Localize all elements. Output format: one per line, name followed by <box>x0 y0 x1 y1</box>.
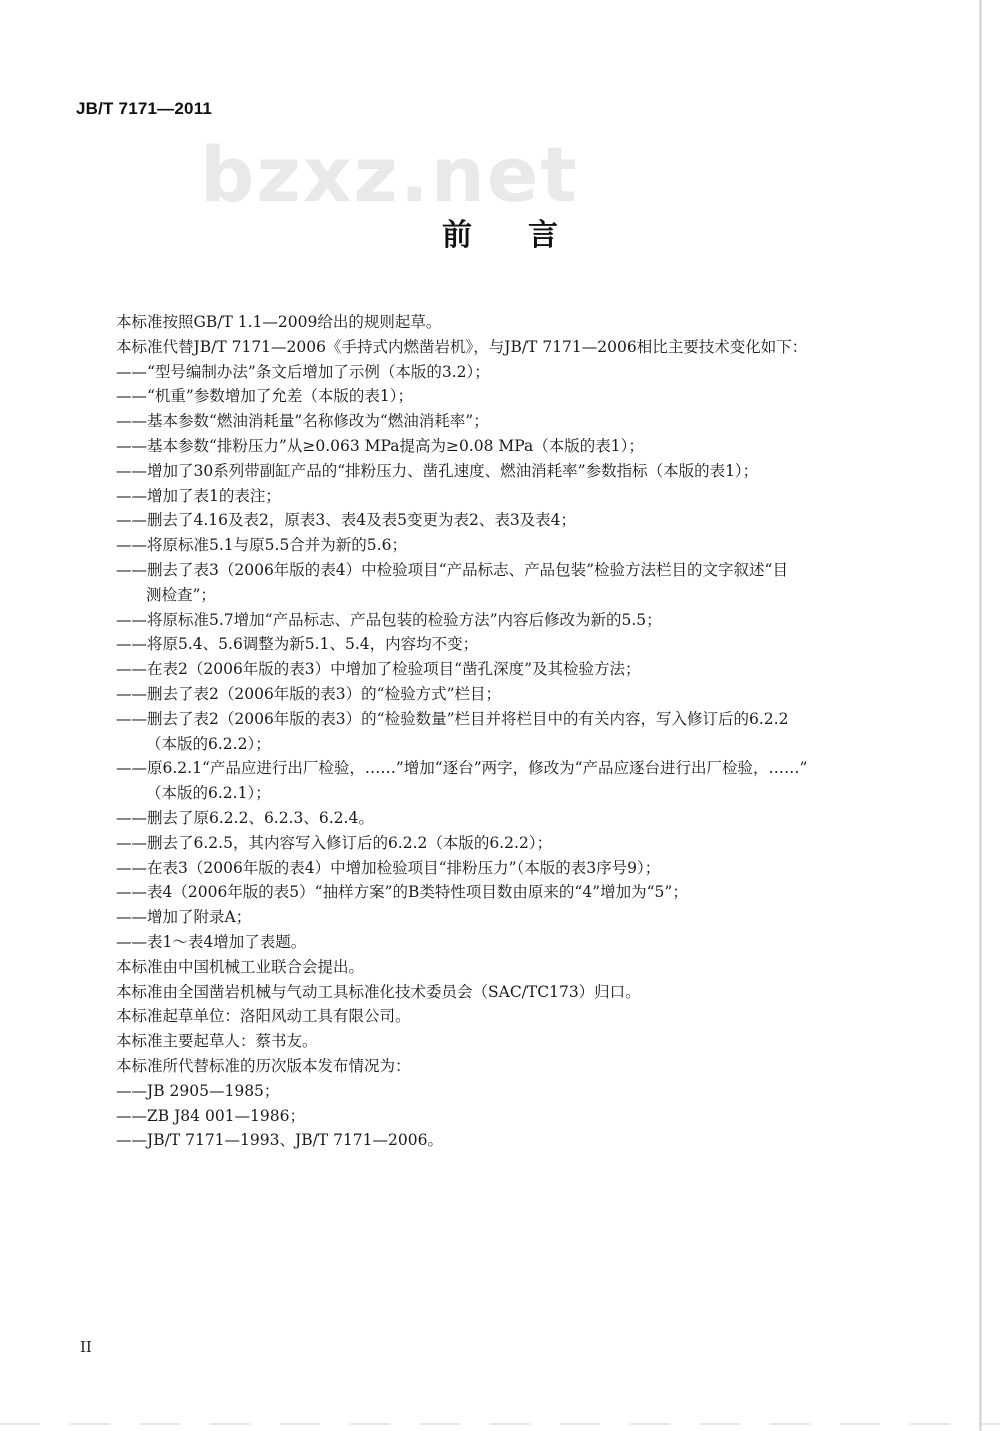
change-list-item: ——在表3（2006年版的表4）中增加检验项目“排粉压力”（本版的表3序号9）； <box>116 858 661 877</box>
change-list-item: ——增加了附录A； <box>116 908 252 927</box>
paragraph: 本标准由中国机械工业联合会提出。 <box>116 957 365 976</box>
foreword-body <box>116 310 891 1153</box>
change-list-item: ——ZB J84 001—1986； <box>116 1106 305 1125</box>
change-list-item: ——表1～表4增加了表题。 <box>116 932 307 951</box>
change-list-item: ——将原5.4、5.6调整为新5.1、5.4，内容均不变； <box>116 635 479 654</box>
title-char-1: 前 <box>442 218 472 253</box>
change-list-item: ——基本参数“排粉压力”从≥0.063 MPa提高为≥0.08 MPa（本版的表1）； <box>116 436 644 455</box>
change-list-item: ——删去了6.2.5，其内容写入修订后的6.2.2（本版的6.2.2）； <box>116 833 553 852</box>
change-list-item: ——删去了4.16及表2，原表3、表4及表5变更为表2、表3及表4； <box>116 511 577 530</box>
change-list-item: ——基本参数“燃油消耗量”名称修改为“燃油消耗率”； <box>116 412 489 431</box>
change-list-item: ——删去了原6.2.2、6.2.3、6.2.4。 <box>116 808 374 827</box>
change-list-item: ——“机重”参数增加了允差（本版的表1）； <box>116 387 413 406</box>
change-list-item: ——删去了表3（2006年版的表4）中检验项目“产品标志、产品包装”检验方法栏目的文字叙述“目 <box>116 560 788 579</box>
continuation-line: （本版的6.2.2）； <box>146 734 271 753</box>
page-title <box>0 210 1000 254</box>
paragraph: 本标准主要起草人：蔡书友。 <box>116 1032 318 1051</box>
title-char-2: 言 <box>528 218 558 253</box>
change-list-item: ——增加了30系列带副缸产品的“排粉压力、凿孔速度、燃油消耗率”参数指标（本版的表1）； <box>116 461 759 480</box>
change-list-item: ——删去了表2（2006年版的表3）的“检验方式”栏目； <box>116 684 502 703</box>
document-code: JB/T 7171—2011 <box>76 99 213 118</box>
continuation-line: （本版的6.2.1）； <box>146 784 271 803</box>
page-bottom-edge <box>0 1423 1000 1425</box>
paragraph: 本标准起草单位：洛阳风动工具有限公司。 <box>116 1007 411 1026</box>
change-list-item: ——原6.2.1“产品应进行出厂检验，……”增加“逐台”两字，修改为“产品应逐台进行出厂检验，……” <box>116 759 808 778</box>
page-number: II <box>80 1338 92 1356</box>
paragraph: 本标准由全国凿岩机械与气动工具标准化技术委员会（SAC/TC173）归口。 <box>116 982 641 1001</box>
paragraph: 本标准按照GB/T 1.1—2009给出的规则起草。 <box>116 313 442 331</box>
change-list-item: ——JB/T 7171—1993、JB/T 7171—2006。 <box>116 1131 443 1150</box>
paragraph: 本标准代替JB/T 7171—2006《手持式内燃凿岩机》，与JB/T 7171—2006相比主要技术变化如下： <box>116 337 808 356</box>
paragraph: 本标准所代替标准的历次版本发布情况为： <box>116 1056 411 1075</box>
continuation-line: 测检查”； <box>146 585 216 604</box>
change-list-item: ——表4（2006年版的表5）“抽样方案”的B类特性项目数由原来的“4”增加为“5”； <box>116 883 688 902</box>
change-list-item: ——在表2（2006年版的表3）中增加了检验项目“凿孔深度”及其检验方法； <box>116 660 641 679</box>
change-list-item: ——JB 2905—1985； <box>116 1081 280 1100</box>
change-list-item: ——将原标准5.1与原5.5合并为新的5.6； <box>116 536 407 555</box>
change-list-item: ——将原标准5.7增加“产品标志、产品包装的检验方法”内容后修改为新的5.5； <box>116 610 662 629</box>
watermark: bzxz.net <box>200 130 579 219</box>
change-list-item: ——“型号编制办法”条文后增加了示例（本版的3.2）； <box>116 362 490 381</box>
change-list-item: ——删去了表2（2006年版的表3）的“检验数量”栏目并将栏目中的有关内容，写入修订后的6.2.2 <box>116 709 789 728</box>
change-list-item: ——增加了表1的表注； <box>116 486 281 505</box>
